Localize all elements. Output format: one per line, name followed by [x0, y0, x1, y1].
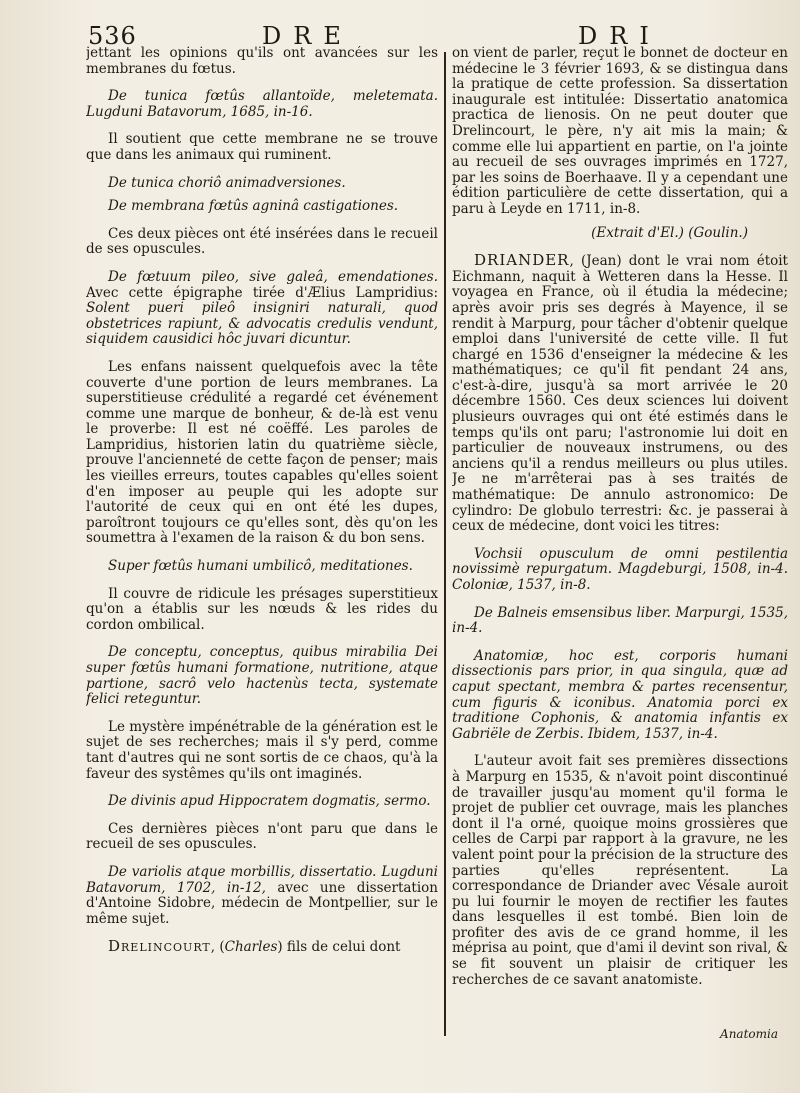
entry-title: De fœtuum pileo, sive galeâ, emendationes. [108, 268, 438, 285]
running-head-right: DRI [578, 22, 661, 50]
forename: Charles [224, 939, 278, 956]
bibliographic-entry: Vochsii opusculum de omni pestilentia novissimè repurgatum. Magdeburgi, 1508, in-4. Coloniæ, 1537, in-8. [452, 545, 788, 593]
paragraph: jettant les opinions qu'ils ont avancées sur les membranes du fœtus. [86, 46, 438, 77]
page-number: 536 [88, 22, 137, 50]
paragraph: Il soutient que cette membrane ne se trouve que dans les animaux qui ruminent. [86, 131, 438, 163]
article-text: ) fils de celui dont [277, 939, 401, 956]
paragraph: on vient de parler, reçut le bonnet de docteur en médecine le 3 février 1693, & se distingua dans la pratique de cette profession. Sa dissertation inaugurale est intitulée: Dissertatio anatomica practica de lienosis. On ne peut douter que Drelincourt, le père, n'y ait mis la main; & comme elle lui appartient en partie, on l'a jointe au recueil de ses ouvrages imprimés en 1727, par les soins de Boerhaave. Il y a cependant une édition particulière de cette dissertation, qui a paru à Leyde en 1711, in-8. [452, 46, 788, 217]
right-column [452, 46, 788, 1046]
paragraph: L'auteur avoit fait ses premières dissections à Marpurg en 1535, & n'avoit point discontinué de travailler jusqu'au moment qu'il forma le projet de publier cet ouvrage, mais les planches dont il l'a orné, quoique moins grossières que celles de Carpi par rapport à la gravure, ne les valent point pour la précision de la structure des parties qu'elles représentent. La correspondance de Driander avec Vésale auroit pu lui fournir le moyen de rectifier les fautes dans lesquelles il est tombé. Bien loin de profiter des avis de ce grand homme, il les méprisa au point, que d'ami il devint son rival, & se fit souvent un plaisir de critiquer les recherches de ce savant anatomiste. [452, 753, 788, 988]
column-rule [444, 52, 446, 1036]
headword: Drelincourt [108, 937, 211, 956]
headword: DRIANDER [474, 251, 570, 270]
bibliographic-entry: De tunica choriô animadversiones. [108, 174, 346, 191]
article-start [86, 939, 438, 956]
entry-note: avec une dissertation d'Antoine Sidobre, médecin de Montpellier, sur le même sujet. [86, 879, 438, 927]
epigraph-quote: Solent pueri pileô insigniri naturali, quod obstetrices rapiunt, & advocatis credulis vendunt, siquidem causidici hôc juvari dicuntur. [86, 300, 438, 348]
article-text: , (Jean) dont le vrai nom étoit Eichmann, naquit à Wetteren dans la Hesse. Il voyagea en France, où il étudia la médecine; après avoir pris ses degrés à Mayence, il se rendit à Marpurg, pour tâcher d'obtenir quelque emploi dans l'université de cette ville. Il fut chargé en 1536 d'enseigner la médecine & les mathématiques; ce qu'il fit pendant 24 ans, c'est-à-dire, jusqu'à sa mort arrivée le 20 décembre 1560. Ces deux sciences lui doivent plusieurs ouvrages qui ont été estimés dans le temps qu'ils ont paru; l'astronomie lui doit en particulier de nouveaux instrumens, ou des anciens qu'il a rendus meilleurs ou plus utiles. Je ne m'arrêterai pas à ses traités de mathématique: De annulo astronomico: De cylindro: De globulo terrestri: &c. je passerai à ceux de médecine, dont voici les titres: [452, 253, 788, 535]
entry-title: De variolis atque morbillis, dissertatio. Lugduni Batavorum, 1702, in-12, [86, 863, 438, 896]
epigraph-intro: Avec cette épigraphe tirée d'Ælius Lampridius: [86, 284, 438, 301]
bibliographic-entry: De tunica fœtûs allantoïde, meletemata. Lugduni Batavorum, 1685, in-16. [86, 88, 438, 120]
paragraph: Ces deux pièces ont été insérées dans le recueil de ses opuscules. [86, 225, 438, 258]
paragraph: Ces dernières pièces n'ont paru que dans le recueil de ses opuscules. [86, 820, 438, 853]
bibliographic-entry: De membrana fœtûs agninâ castigationes. [108, 198, 399, 215]
source-attribution: (Extrait d'El.) (Goulin.) [591, 224, 748, 241]
paragraph: Le mystère impénétrable de la génération est le sujet de ses recherches; mais il s'y perd, comme tant d'autres qui ne sont sortis de ce chaos, qu'à la faveur des systêmes qu'ils ont imaginés. [86, 718, 438, 782]
punctuation: , ( [210, 939, 225, 956]
bibliographic-entry: De divinis apud Hippocratem dogmatis, sermo. [108, 793, 431, 810]
bibliographic-entry: Super fœtûs humani umbilicô, meditationes. [108, 558, 413, 575]
bibliographic-entry-with-epigraph [86, 270, 438, 348]
bibliographic-entry [86, 865, 438, 927]
left-column [86, 46, 438, 1046]
bibliographic-entry: Anatomiæ, hoc est, corporis humani dissectionis pars prior, in qua singula, quæ ad caput spectant, membra & partes recensentur, cum figuris & iconibus. Anatomia porci ex traditione Cophonis, & anatomia infantis ex Gabriële de Zerbis. Ibidem, 1537, in-4. [452, 647, 788, 742]
running-head-left: DRE [262, 22, 353, 50]
catchword: Anatomia [720, 1027, 778, 1041]
bibliographic-entry: De Balneis emsensibus liber. Marpurgi, 1535, in-4. [452, 604, 788, 637]
paragraph: Il couvre de ridicule les présages superstitieux qu'on a établis sur les nœuds & les rides du cordon ombilical. [86, 585, 438, 633]
bibliographic-entry: De conceptu, conceptus, quibus mirabilia Dei super fœtûs humani formatione, nutritione, atque partione, sacrô velo hactenùs tecta, systemate felici reteguntur. [86, 644, 438, 708]
article-start [452, 253, 788, 535]
paragraph: Les enfans naissent quelquefois avec la tête couverte d'une portion de leurs membranes. La superstitieuse crédulité a regardé cet événement comme une marque de bonheur, & de-là est venu le proverbe: Il est né coëffé. Les paroles de Lampridius, historien latin du quatrième siècle, prouve l'ancienneté de cette façon de penser; mais les vieilles erreurs, toutes capables qu'elles soient d'en imposer au peuple qui les adopte sur l'autorité de ceux qui en ont été les dupes, paroîtront toujours ce qu'elles sont, dès qu'on les soumettra à l'examen de la raison & du bon sens. [86, 358, 438, 547]
